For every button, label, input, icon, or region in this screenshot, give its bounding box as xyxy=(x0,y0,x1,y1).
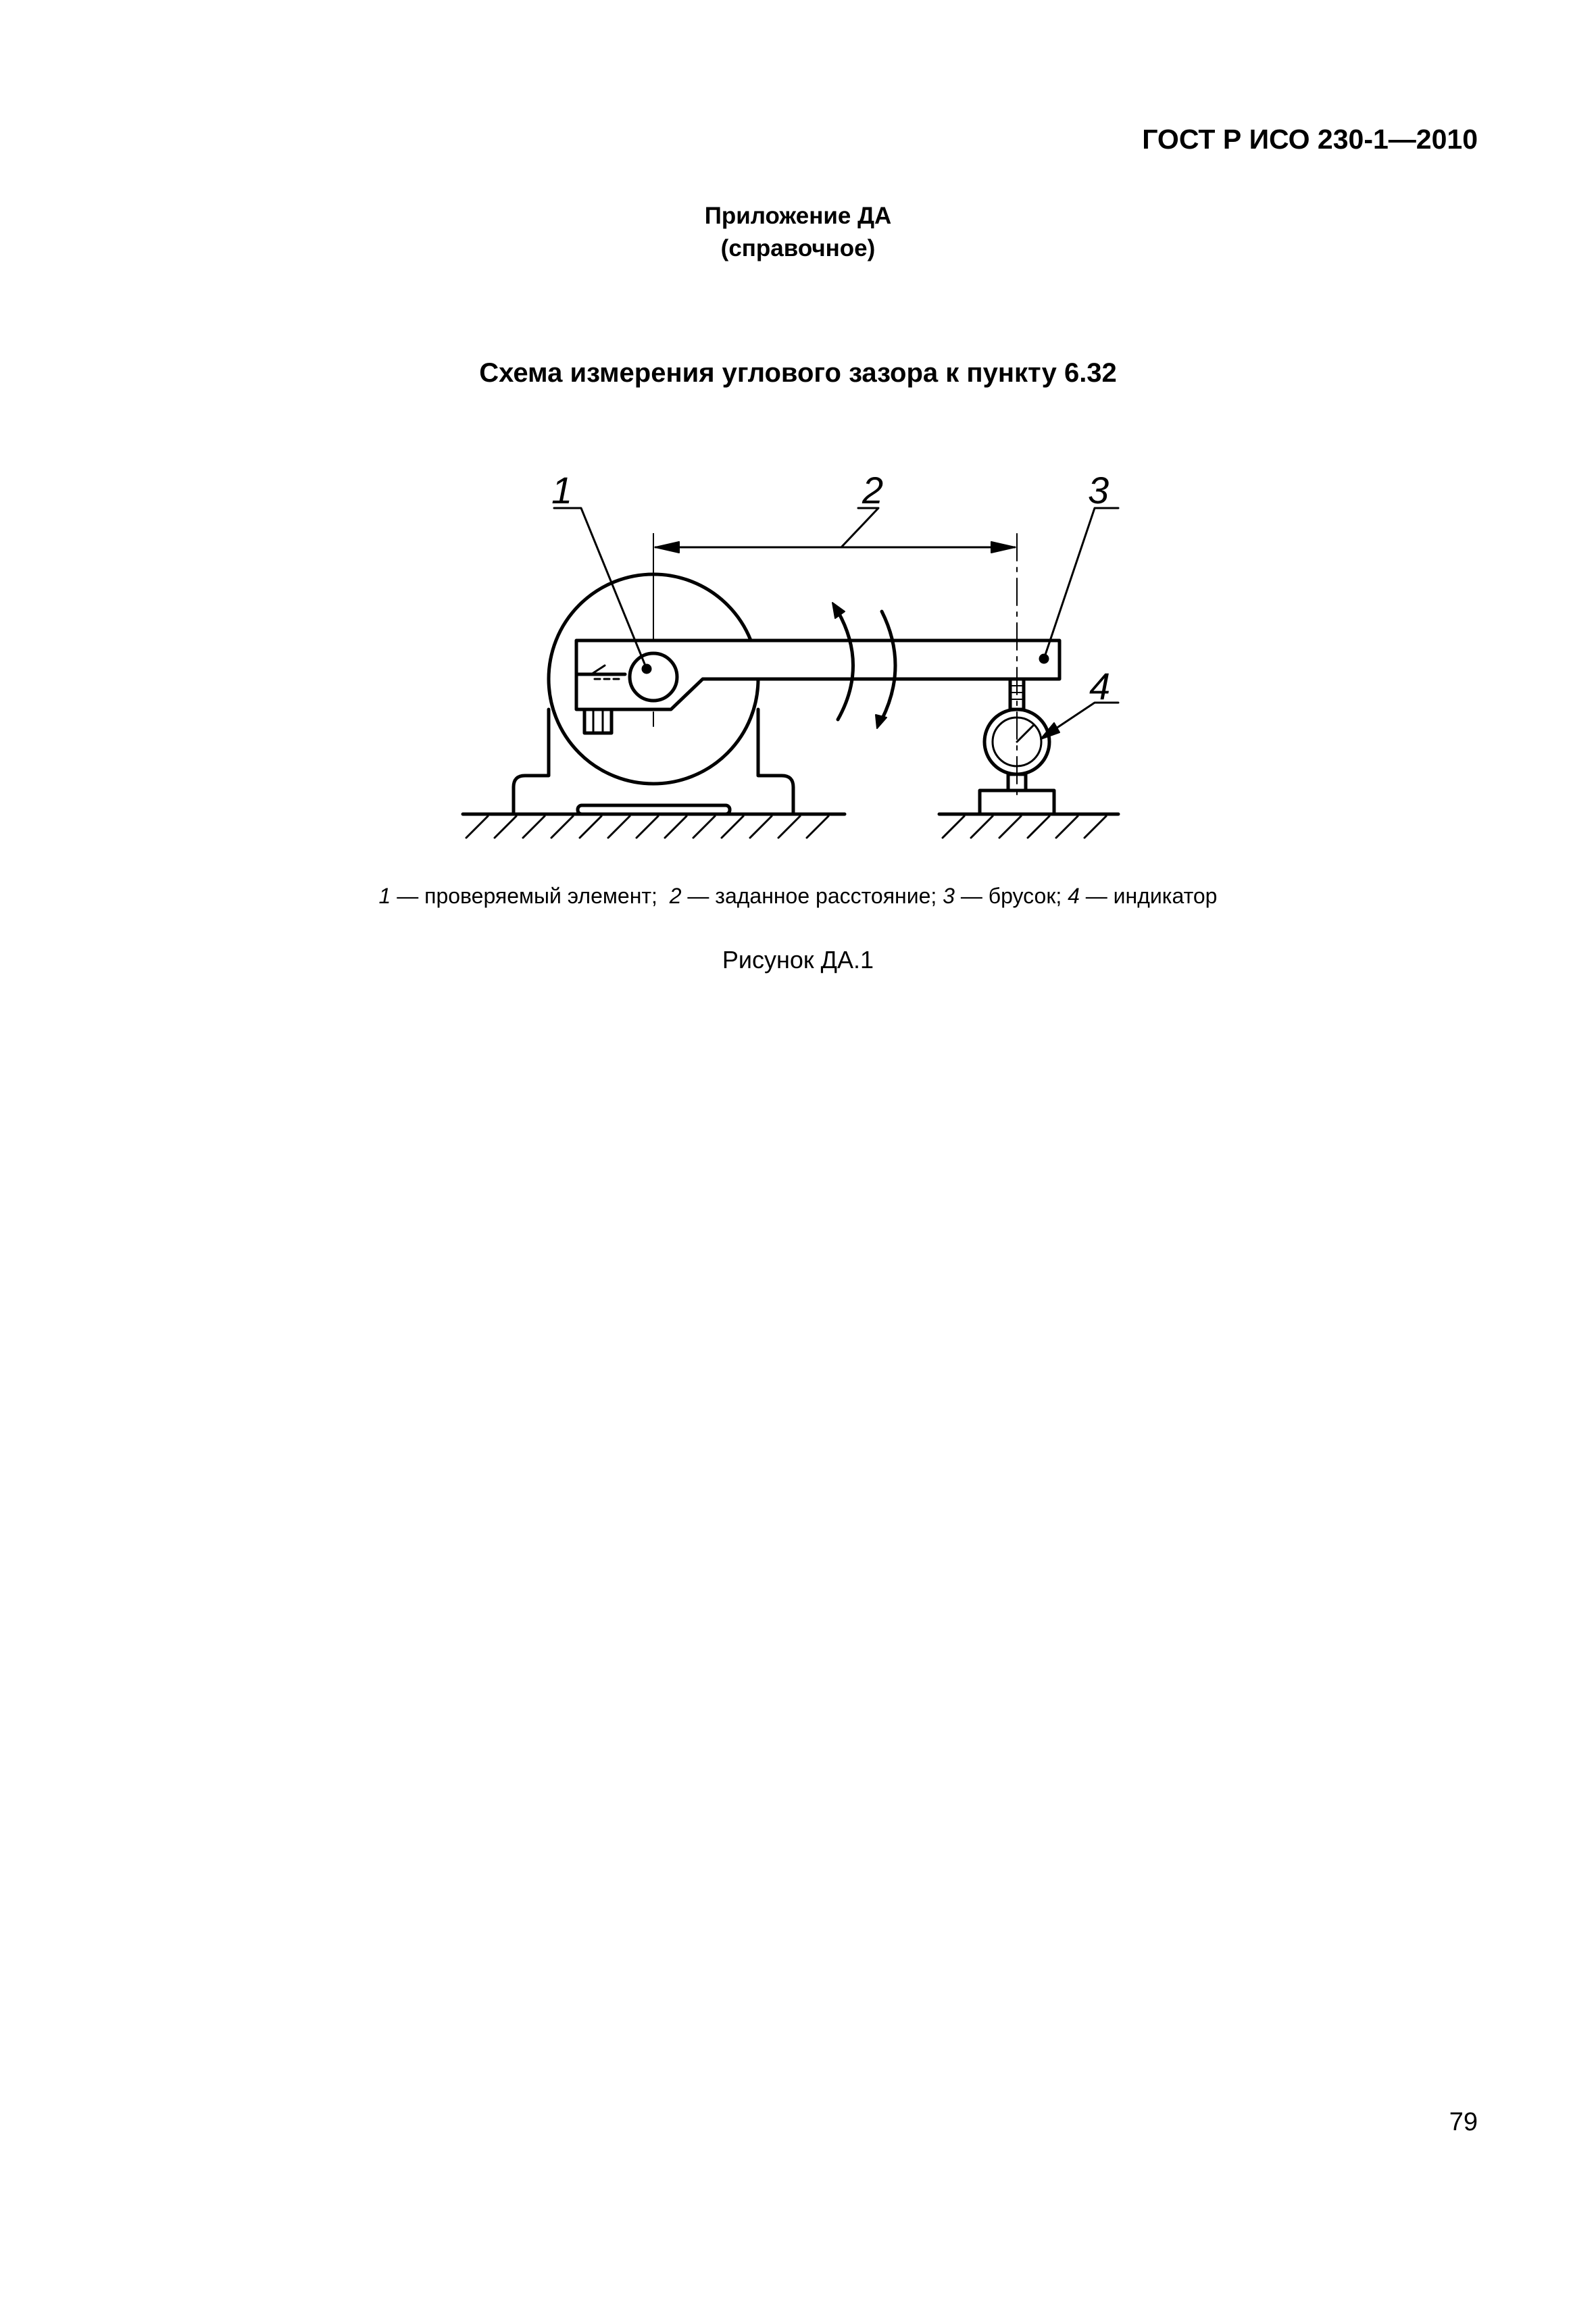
callout-3: 3 xyxy=(1088,469,1109,511)
standard-number: ГОСТ Р ИСО 230-1—2010 xyxy=(1142,124,1478,155)
legend-text-4: — индикатор xyxy=(1079,884,1218,908)
measurement-diagram xyxy=(0,0,1596,878)
indicator-needle xyxy=(1017,725,1034,742)
legend-num-4: 4 xyxy=(1068,884,1080,908)
checked-element-shaft xyxy=(630,653,677,701)
callout-1: 1 xyxy=(551,469,573,511)
scheme-title: Схема измерения углового зазора к пункту 6.32 xyxy=(479,358,1117,388)
dimension-arrow-right xyxy=(991,542,1015,553)
dimension-arrow-left xyxy=(655,542,679,553)
legend-num-1: 1 xyxy=(378,884,391,908)
clamp-screw xyxy=(584,709,612,733)
callout-4: 4 xyxy=(1089,665,1111,707)
callout-2: 2 xyxy=(862,469,884,511)
leader-3 xyxy=(1044,508,1118,659)
appendix-title: Приложение ДА xyxy=(704,203,892,229)
legend-text-3: — брусок; xyxy=(954,884,1062,908)
leader-2 xyxy=(841,508,878,547)
page-number: 79 xyxy=(1449,2108,1478,2136)
legend-text-1: — проверяемый элемент; xyxy=(391,884,657,908)
ground-hatching-left xyxy=(466,816,828,838)
legend-num-3: 3 xyxy=(943,884,955,908)
housing-base-slot xyxy=(578,805,730,814)
legend-num-2: 2 xyxy=(669,884,682,908)
figure-caption: Рисунок ДА.1 xyxy=(722,946,874,974)
legend-text-2: — заданное расстояние; xyxy=(681,884,937,908)
ground-hatching-right xyxy=(943,816,1106,838)
appendix-status: (справочное) xyxy=(720,235,876,261)
figure-legend xyxy=(0,884,1596,909)
